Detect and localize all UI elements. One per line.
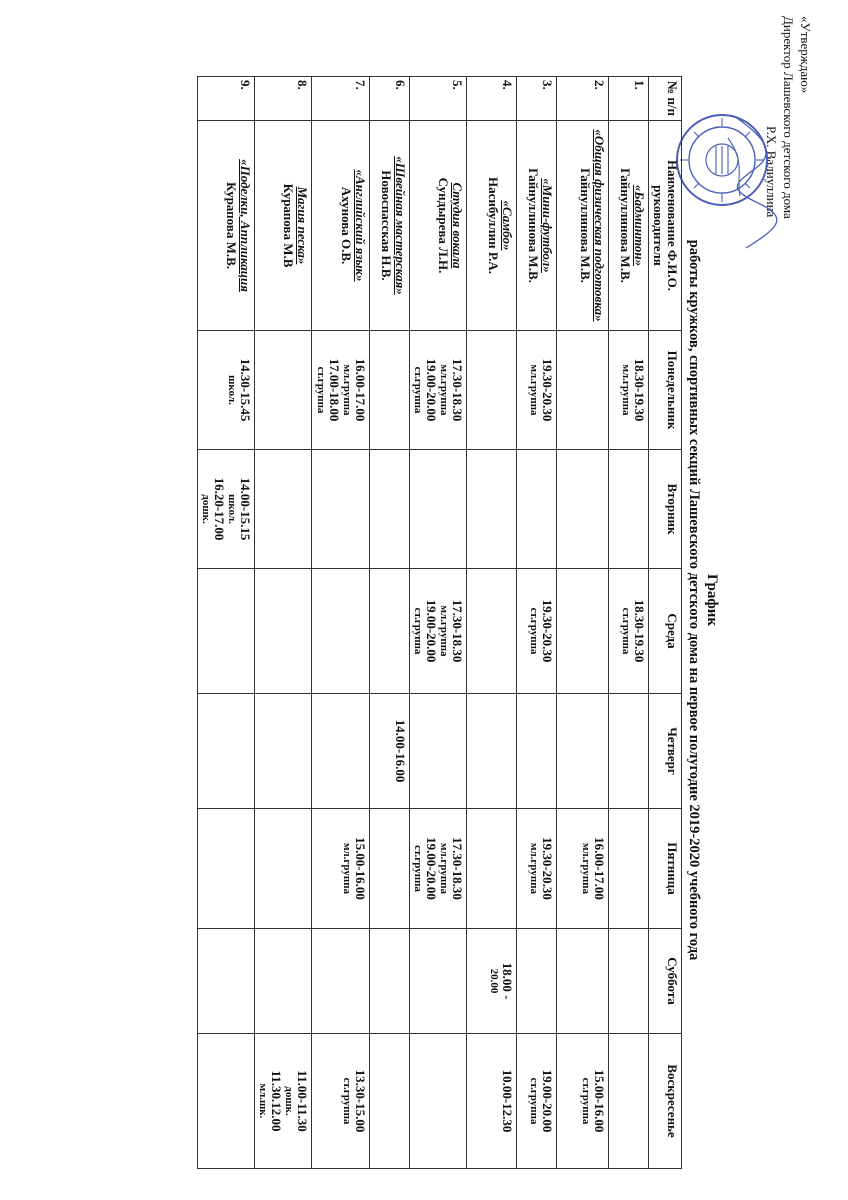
time-slot: 15.00-16.00 [353,837,368,900]
time-slot: мл.группа [341,364,353,416]
club-cell [312,121,370,331]
club-cell [467,121,517,331]
schedule-cell-sat [517,929,557,1034]
schedule-cell-wed [609,569,649,694]
table-row [255,77,312,1169]
time-slot: 19.30-20.30 [540,358,555,422]
club-cell [609,121,649,331]
time-slot: 16.00-17.00 [353,358,368,422]
schedule-cell-sun [198,1034,255,1169]
schedule-body [198,77,649,1169]
time-slot: 19.30-20.30 [540,837,555,900]
schedule-cell-tue [255,450,312,569]
time-slot: мл.группа [528,364,540,416]
table-row [517,77,557,1169]
time-slot: 16.00-17.00 [592,837,607,900]
club-name: «Общая физическая подготовка» [592,129,607,322]
time-slot: школ. [226,375,238,405]
time-slot: 16.20-17.00 [212,477,227,541]
club-name: «Мини-футбол» [540,178,555,273]
time-slot: 11.30.12.00 [269,1070,284,1132]
schedule-cell-mon [467,331,517,450]
schedule-cell-thu [467,694,517,809]
time-slot: мл.группа [438,605,450,657]
table-row [312,77,370,1169]
time-slot: 14.00-16.00 [393,719,408,783]
schedule-cell-sun [557,1034,609,1169]
club-name: Магия песка» [295,186,310,265]
schedule-cell-sat [198,929,255,1034]
col-header-sunday: Воскресенье [649,1034,682,1169]
schedule-cell-mon [255,331,312,450]
col-header-wednesday: Среда [649,569,682,694]
schedule-cell-wed [410,569,467,694]
schedule-cell-mon [557,331,609,450]
schedule-cell-fri [312,809,370,929]
club-cell [198,121,255,331]
schedule-cell-fri [609,809,649,929]
schedule-cell-mon [410,331,467,450]
club-leader: Гайнуллинова М.В. [618,168,633,283]
schedule-table [197,76,682,1169]
club-leader: Насибуллин Р.А. [486,176,501,275]
schedule-cell-sun [410,1034,467,1169]
schedule-cell-sat [609,929,649,1034]
time-slot: 15.00-16.00 [592,1069,607,1133]
document-subtitle: работы кружков, спортивных секций Лашевского детского дома на первое полугодие 2019-2020 учебного года [686,239,702,961]
schedule-cell-sun [370,1034,410,1169]
time-slot: 11.00-11.30 [295,1070,310,1132]
time-slot: ст.группа [412,845,424,892]
col-header-tuesday: Вторник [649,450,682,569]
schedule-cell-tue [557,450,609,569]
time-slot: 19.00-20.00 [540,1069,555,1133]
time-slot: мл.группа [438,842,450,895]
table-row [609,77,649,1169]
table-row [198,77,255,1169]
time-slot: 17.30-18.30 [450,599,465,663]
col-header-thursday: Четверг [649,694,682,809]
club-name: «Поделки, Аппликация [238,159,253,292]
schedule-cell-mon [517,331,557,450]
schedule-cell-sat [410,929,467,1034]
schedule-cell-sat [370,929,410,1034]
schedule-cell-thu [557,694,609,809]
row-number: 6. [370,77,410,121]
table-row [370,77,410,1169]
time-slot: 19.00-20.00 [424,599,439,663]
club-name: «Швейная мастерская» [393,156,408,295]
schedule-cell-fri [410,809,467,929]
row-number: 5. [410,77,467,121]
schedule-cell-thu [517,694,557,809]
time-slot: ст.группа [528,1077,540,1125]
col-header-monday: Понедельник [649,331,682,450]
schedule-cell-fri [557,809,609,929]
schedule-cell-sat [557,929,609,1034]
schedule-cell-tue [198,450,255,569]
schedule-cell-sat [467,929,517,1034]
schedule-cell-sun [609,1034,649,1169]
club-name: «Английский язык» [353,169,368,282]
club-leader: Новоспасская Н.В. [379,170,394,281]
club-cell [255,121,312,331]
club-leader: Гайнуллинова М.В. [578,168,593,283]
row-number: 9. [198,77,255,121]
schedule-cell-sun [255,1034,312,1169]
time-slot: 17.30-18.30 [450,358,465,422]
row-number: 7. [312,77,370,121]
time-slot: мл.группа [438,364,450,416]
schedule-cell-fri [198,809,255,929]
schedule-cell-wed [517,569,557,694]
col-header-name: Наименование Ф.И.О. руководителя [649,121,682,331]
schedule-cell-wed [198,569,255,694]
row-number: 3. [517,77,557,121]
time-slot: 14.30-15.45 [238,358,253,422]
schedule-cell-wed [255,569,312,694]
time-slot: 10.00-12.30 [500,1069,515,1133]
time-slot: ст.группа [412,607,424,655]
time-slot: 19.30-20.30 [540,599,555,663]
schedule-cell-tue [517,450,557,569]
time-slot: мл.группа [341,842,353,895]
approval-heading: «Утверждаю» [798,16,813,94]
club-leader: Курапова М.В. [224,181,239,270]
schedule-cell-mon [312,331,370,450]
row-number: 8. [255,77,312,121]
time-slot: ст.группа [580,1077,592,1125]
schedule-cell-wed [312,569,370,694]
club-leader: Сундырева Л.Н. [436,177,451,274]
schedule-cell-fri [467,809,517,929]
time-slot: ст.группа [341,1077,353,1125]
table-row [467,77,517,1169]
time-slot: мл.группа [528,842,540,895]
director-signature [716,108,786,258]
club-cell [557,121,609,331]
table-row [557,77,609,1169]
schedule-cell-sun [312,1034,370,1169]
time-slot: дошк. [283,1086,295,1116]
time-slot: 18.00 - [500,962,515,1000]
time-slot: дошк. [200,494,212,524]
time-slot: мл.группа [580,842,592,895]
schedule-cell-thu [255,694,312,809]
schedule-cell-mon [609,331,649,450]
row-number: 4. [467,77,517,121]
schedule-cell-fri [517,809,557,929]
time-slot: школ. [226,494,238,524]
schedule-cell-wed [467,569,517,694]
schedule-cell-thu [609,694,649,809]
time-slot: ст.группа [315,366,327,414]
time-slot: 13.30-15.00 [353,1069,368,1133]
schedule-cell-sun [517,1034,557,1169]
schedule-cell-fri [370,809,410,929]
time-slot: 14.00-15.15 [238,477,253,541]
table-header-row [649,77,682,1169]
club-leader: Курапова М.В [281,183,296,268]
schedule-cell-tue [609,450,649,569]
club-cell [410,121,467,331]
col-header-saturday: Суббота [649,929,682,1034]
schedule-cell-thu [370,694,410,809]
club-leader: Гайнуллинова М.В. [526,168,541,283]
row-number: 1. [609,77,649,121]
time-slot: 18.30-19.30 [632,358,647,422]
col-header-num: № п/п [649,77,682,121]
time-slot: ст.группа [412,366,424,414]
schedule-cell-tue [312,450,370,569]
row-number: 2. [557,77,609,121]
time-slot: 19.00-20.00 [424,358,439,422]
time-slot: 18.30-19.30 [632,599,647,663]
time-slot: 19.00-20.00 [424,837,439,900]
schedule-cell-sun [467,1034,517,1169]
col-header-friday: Пятница [649,809,682,929]
time-slot: ст.группа [528,607,540,655]
time-slot: мл.группа [620,364,632,416]
schedule-cell-mon [370,331,410,450]
schedule-cell-wed [370,569,410,694]
club-name: «Бадминтон» [632,184,647,267]
club-cell [517,121,557,331]
club-cell [370,121,410,331]
time-slot: ст.группа [620,607,632,655]
club-name: «Самбо» [500,200,515,251]
schedule-cell-thu [312,694,370,809]
schedule-cell-wed [557,569,609,694]
table-row [410,77,467,1169]
time-slot: 17.30-18.30 [450,837,465,900]
schedule-cell-tue [467,450,517,569]
schedule-cell-tue [370,450,410,569]
schedule-cell-thu [410,694,467,809]
schedule-cell-fri [255,809,312,929]
schedule-cell-mon [198,331,255,450]
time-slot: мл.шк. [257,1083,269,1119]
club-name: Студия вокала [450,182,465,269]
schedule-cell-sat [312,929,370,1034]
schedule-cell-tue [410,450,467,569]
schedule-cell-thu [198,694,255,809]
schedule-cell-sat [255,929,312,1034]
approval-director: Директор Лашевского детского дома [781,16,796,219]
club-leader: Ахунова О.В. [339,186,354,265]
time-slot: 17.00-18.00 [327,358,342,422]
document-title: График [704,573,720,627]
approval-signatory: Р.Х. Валиуллина [764,126,779,218]
time-slot: 20.00 [488,968,500,994]
